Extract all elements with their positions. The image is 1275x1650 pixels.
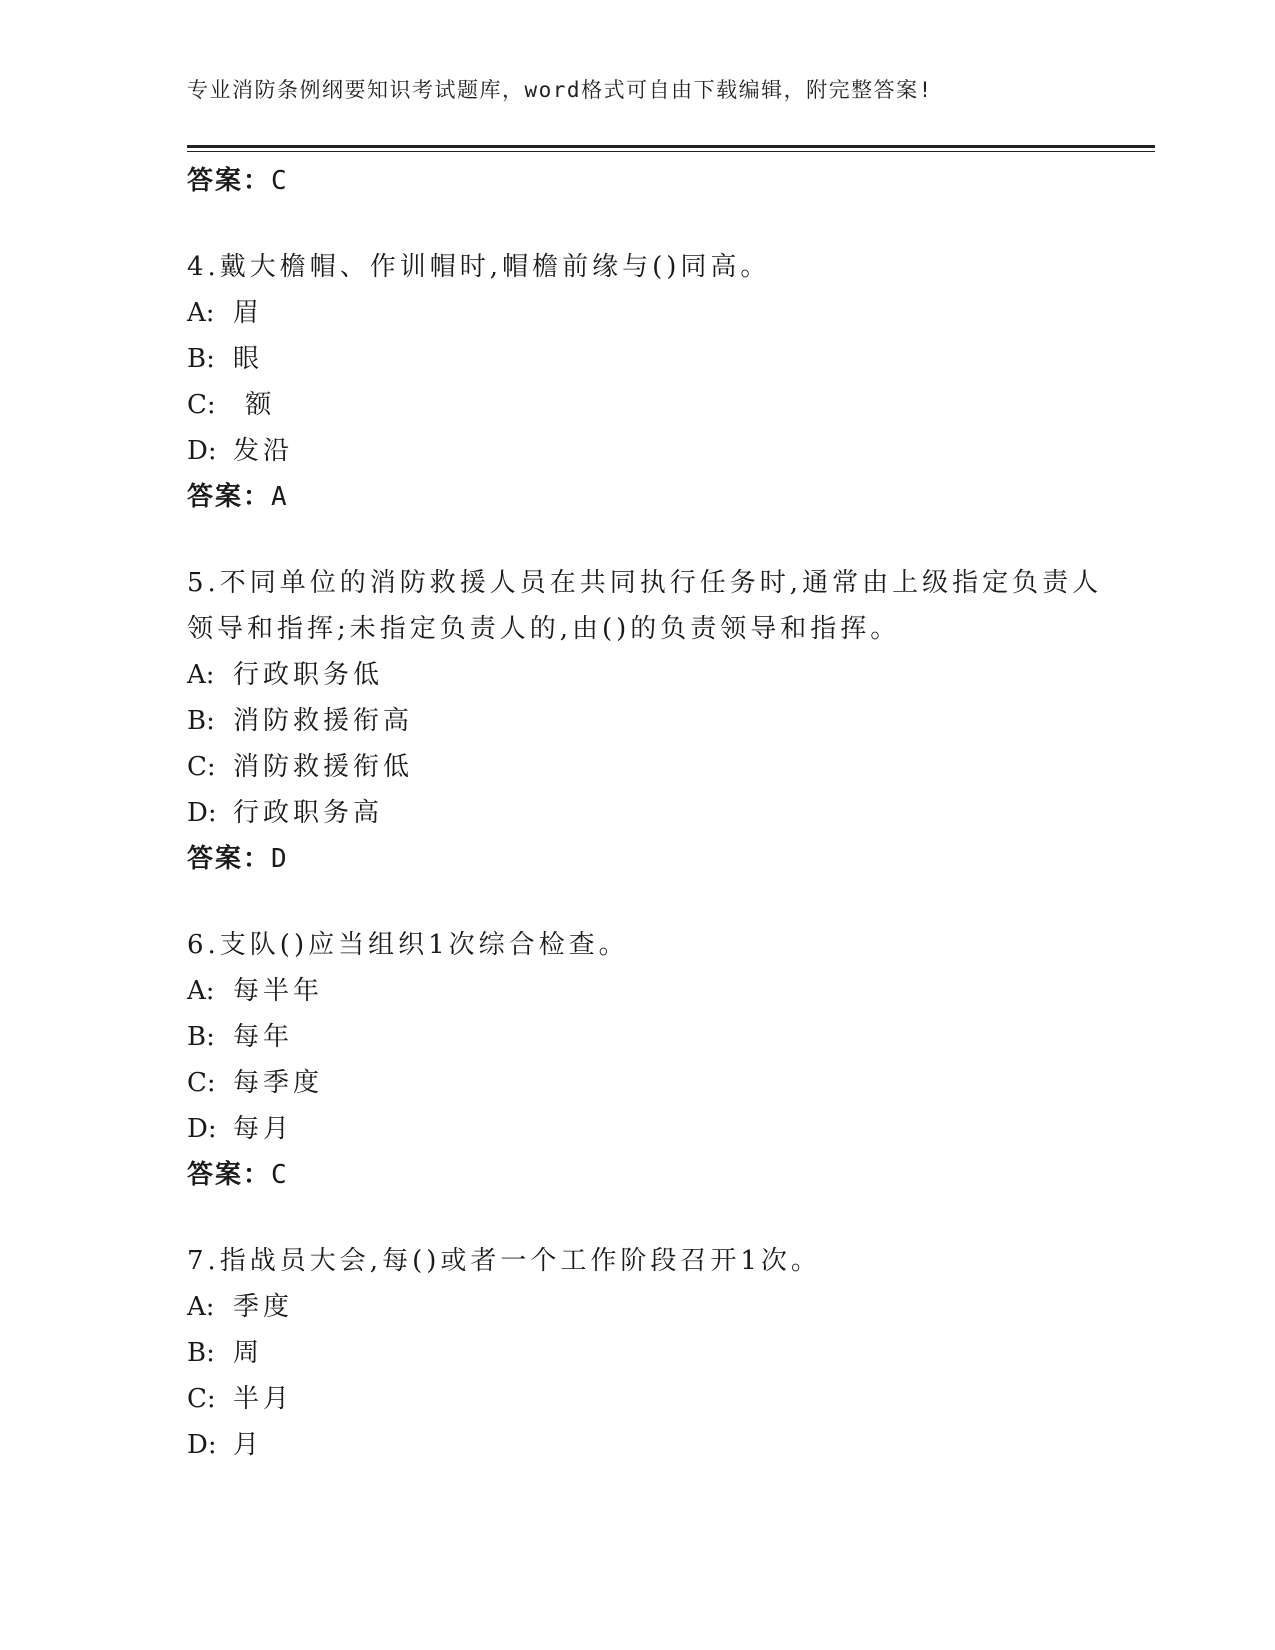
option-letter: B: [187, 344, 215, 374]
question-block [187, 922, 1087, 1198]
option-text: 每半年 [233, 976, 324, 1006]
option-letter: A: [187, 660, 215, 690]
answer-option [187, 290, 1087, 336]
option-text: 行政职务低 [233, 660, 384, 690]
option-letter: A: [187, 298, 215, 328]
option-text: 眉 [233, 298, 264, 328]
answer-option [187, 1106, 1087, 1152]
answer-option [187, 382, 1087, 428]
header-rule-thin [187, 151, 1155, 152]
option-text: 行政职务高 [233, 798, 384, 828]
question-text: 5.不同单位的消防救援人员在共同执行任务时,通常由上级指定负责人 [187, 568, 1103, 598]
answer-option [187, 968, 1087, 1014]
option-text: 额 [233, 390, 276, 420]
answer-option [187, 1284, 1087, 1330]
answer-value: D [271, 844, 289, 874]
answer-line [187, 474, 1087, 520]
option-letter: C: [187, 752, 216, 782]
answer-option [187, 652, 1087, 698]
answer-line [187, 1152, 1087, 1198]
question-text: 领导和指挥;未指定负责人的,由()的负责领导和指挥。 [187, 614, 901, 644]
option-letter: C: [187, 1384, 216, 1414]
option-letter: C: [187, 1068, 216, 1098]
answer-option [187, 1330, 1087, 1376]
option-text: 每季度 [233, 1068, 324, 1098]
answer-option [187, 1014, 1087, 1060]
answer-option [187, 698, 1087, 744]
answer-option [187, 1060, 1087, 1106]
answer-label: 答案： [187, 1160, 272, 1190]
option-letter: B: [187, 706, 215, 736]
option-letter: D: [187, 1114, 217, 1144]
option-letter: C: [187, 390, 216, 420]
option-text: 眼 [233, 344, 264, 374]
option-letter: D: [187, 1430, 217, 1460]
question-block [187, 560, 1103, 882]
answer-option [187, 744, 1087, 790]
answer-option [187, 428, 1087, 474]
answer-label: 答案： [187, 166, 272, 196]
answer-option [187, 790, 1087, 836]
question-text: 4.戴大檐帽、作训帽时,帽檐前缘与()同高。 [187, 252, 771, 282]
option-letter: D: [187, 436, 217, 466]
option-text: 每年 [233, 1022, 294, 1052]
question-list [187, 158, 1103, 1468]
option-letter: B: [187, 1022, 215, 1052]
answer-value: C [271, 166, 289, 196]
option-text: 发沿 [233, 436, 294, 466]
question-text: 7.指战员大会,每()或者一个工作阶段召开1次。 [187, 1246, 821, 1276]
answer-value: C [271, 1160, 289, 1190]
option-letter: D: [187, 798, 217, 828]
answer-value: A [271, 482, 289, 512]
option-text: 消防救援衔低 [233, 752, 414, 782]
option-text: 季度 [233, 1292, 294, 1322]
question-block [187, 244, 1087, 520]
option-letter: B: [187, 1338, 215, 1368]
option-letter: A: [187, 1292, 215, 1322]
question-block [187, 1238, 1087, 1468]
answer-label: 答案： [187, 482, 272, 512]
option-text: 月 [233, 1430, 264, 1460]
answer-option [187, 1422, 1087, 1468]
page-header: 专业消防条例纲要知识考试题库，word格式可自由下载编辑，附完整答案! [187, 78, 933, 102]
option-letter: A: [187, 976, 215, 1006]
answer-option [187, 1376, 1087, 1422]
answer-label: 答案： [187, 844, 272, 874]
option-text: 周 [233, 1338, 264, 1368]
answer-line [187, 836, 1087, 882]
option-text: 每月 [233, 1114, 294, 1144]
answer-line [187, 158, 1087, 204]
question-text: 6.支队()应当组织1次综合检查。 [187, 930, 629, 960]
option-text: 半月 [233, 1384, 294, 1414]
option-text: 消防救援衔高 [233, 706, 414, 736]
header-rule-thick [187, 145, 1155, 148]
answer-option [187, 336, 1087, 382]
